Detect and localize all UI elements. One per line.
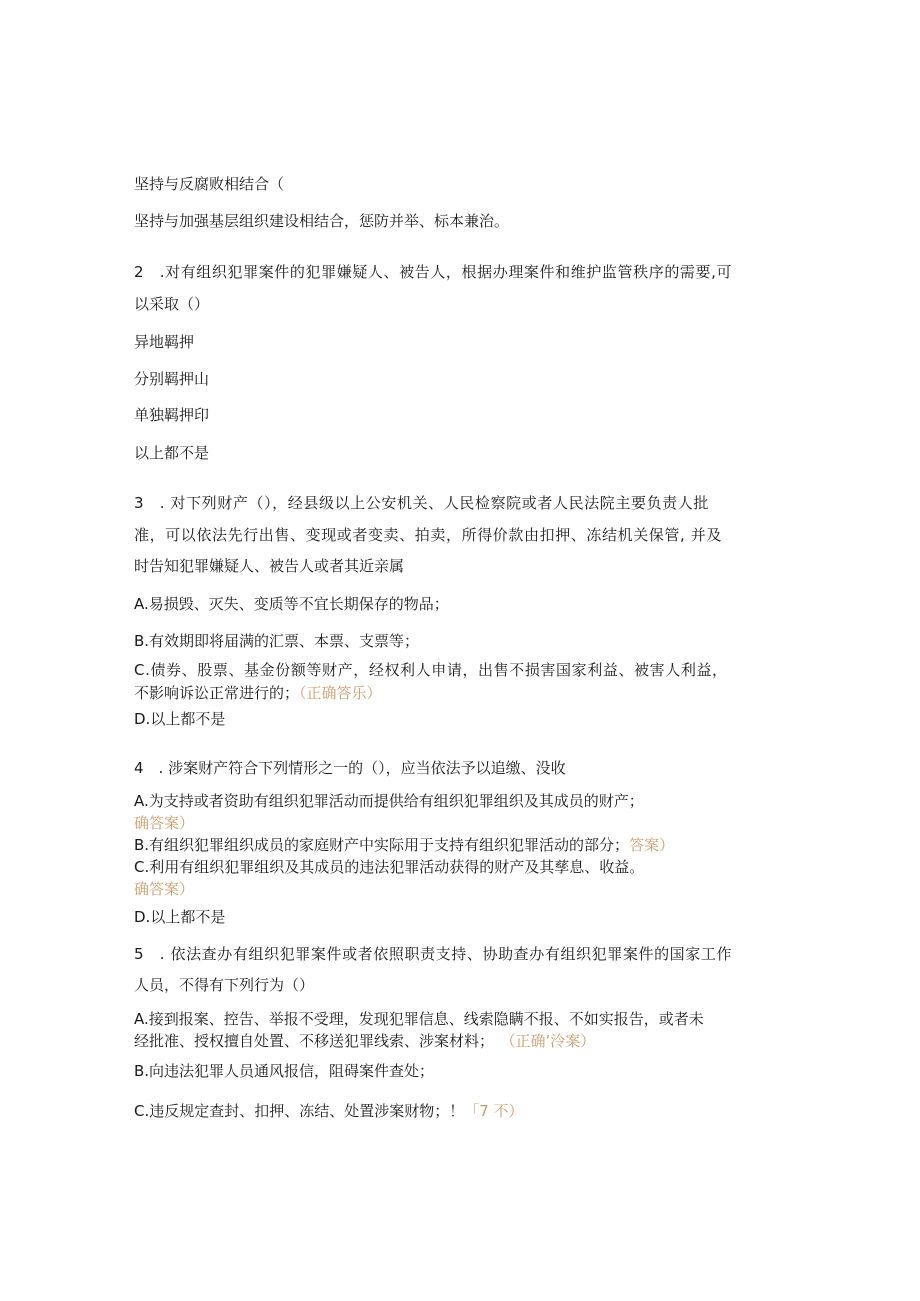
q3-option-d: D.以上都不是 [134,710,226,728]
q3-option-c-line-1: C.债券、股票、基金份额等财产，经权利人申请，出售不损害国家利益、被害人利益， [134,661,728,679]
q4-option-d: D.以上都不是 [134,908,226,926]
q4-option-a: A.为支持或者资助有组织犯罪活动而提供给有组织犯罪组织及其成员的财产； [134,792,644,810]
q2-option-d: 以上都不是 [134,444,210,462]
q5-option-b: B.向违法犯罪人员通风报信，阻碍案件查处； [134,1062,435,1080]
q4-option-b [134,836,674,854]
q1-option-c: 坚持与反腐败相结合（ [134,175,285,193]
q3-option-b: B.有效期即将届满的汇票、本票、支票等； [134,632,420,650]
q5-option-c-answer-mark: 「7 不） [464,1102,524,1120]
q2-option-a: 异地羁押 [134,333,195,351]
q5-option-c [134,1102,524,1120]
q4-option-b-answer-mark: 答案） [629,836,675,854]
q3-option-a: A.易损毁、灭失、变质等不宜长期保存的物品； [134,595,449,613]
q4-option-c: C.利用有组织犯罪组织及其成员的违法犯罪活动获得的财产及其孳息、收益。 [134,858,645,876]
q4-stem: 4 . 涉案财产符合下列情形之一的（），应当依法予以追缴、没收 [134,759,566,777]
q4-option-b-text: B.有组织犯罪组织成员的家庭财产中实际用于支持有组织犯罪活动的部分； [134,836,630,854]
q5-option-c-text: C.违反规定查封、扣押、冻结、处置涉案财物；！ [134,1102,465,1120]
q2-option-c: 单独羁押印 [134,406,210,424]
q2-stem-line-2: 以采取（） [134,295,210,313]
q4-option-c-answer-mark: 确答案） [134,880,195,898]
q2-option-b: 分别羁押山 [134,370,210,388]
q5-stem-line-2: 人员，不得有下列行为（） [134,976,315,994]
q5-option-a-line-2 [134,1032,595,1050]
q3-stem-line-1: 3 . 对下列财产（），经县级以上公安机关、人民检察院或者人民法院主要负责人批 [134,494,709,512]
q2-stem-line-1: 2 .对有组织犯罪案件的犯罪嫌疑人、被告人，根据办理案件和维护监管秩序的需要,可 [134,263,733,281]
q1-option-d: 坚持与加强基层组织建设相结合，惩防并举、标本兼治。 [134,212,510,230]
q5-stem-line-1: 5 . 依法查办有组织犯罪案件或者依照职责支持、协助查办有组织犯罪案件的国家工作 [134,945,733,963]
q3-option-c-answer-mark: （正确答乐） [299,684,382,702]
q5-option-a-answer-mark: （正确’泠案） [508,1032,596,1050]
q3-stem-line-2: 准，可以依法先行出售、变现或者变卖、拍卖，所得价款由扣押、冻结机关保管, 并及 [134,526,722,544]
q5-option-a-text: 经批准、授权擅自处置、不移送犯罪线索、涉案材料； [134,1032,495,1050]
q4-option-a-answer-mark: 确答案） [134,814,195,832]
q3-stem-line-3: 时告知犯罪嫌疑人、被告人或者其近亲属 [134,557,405,575]
q3-option-c-text: 不影响诉讼正常进行的； [134,684,300,702]
q5-option-a-line-1: A.接到报案、控告、举报不受理，发现犯罪信息、线索隐瞒不报、不如实报告，或者未 [134,1010,704,1028]
q3-option-c-line-2 [134,684,382,702]
